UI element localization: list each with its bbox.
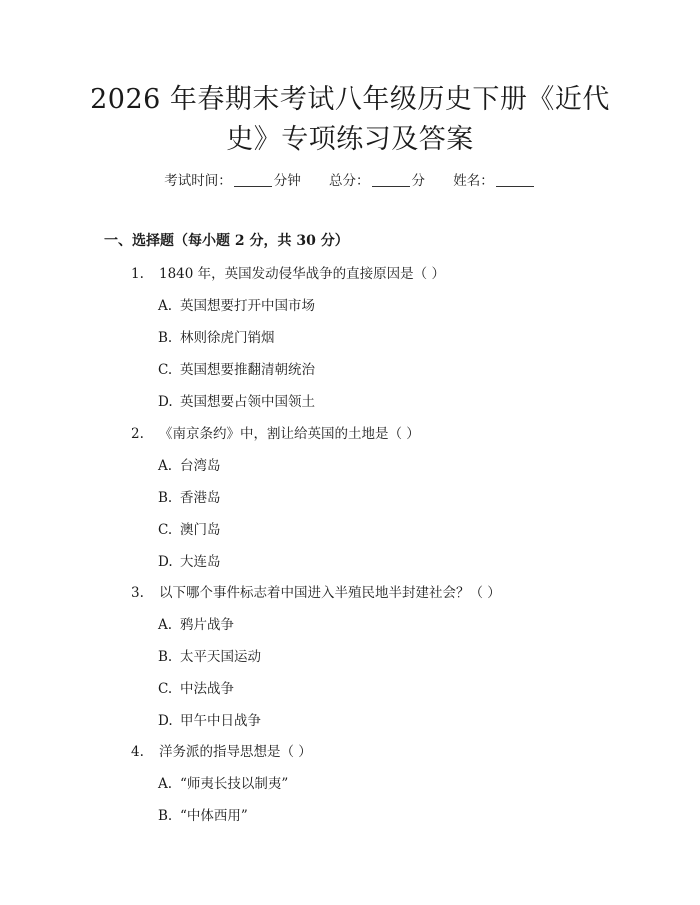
option-1c	[158, 358, 315, 378]
option-text: 鸦片战争	[180, 617, 234, 633]
score-unit: 分	[411, 173, 425, 189]
option-letter: B.	[158, 330, 173, 346]
option-letter: D.	[158, 713, 173, 729]
option-letter: A.	[158, 298, 173, 314]
option-3c	[158, 677, 234, 697]
option-letter: B.	[158, 649, 173, 665]
name-field	[453, 169, 536, 189]
option-letter: B.	[158, 490, 173, 506]
question-text: 洋务派的指导思想是（ ）	[159, 744, 312, 760]
question-4	[131, 740, 312, 760]
option-text: 林则徐虎门销烟	[180, 330, 275, 346]
option-text: 大连岛	[180, 554, 221, 570]
section-heading: 一、选择题（每小题 2 分，共 30 分）	[104, 233, 349, 249]
option-2a	[158, 454, 221, 474]
question-3	[131, 581, 501, 601]
option-3d	[158, 709, 261, 729]
option-letter: C.	[158, 681, 173, 697]
option-4a	[158, 772, 288, 792]
option-letter: C.	[158, 362, 173, 378]
option-text: 英国想要占领中国领土	[180, 394, 315, 410]
option-3a	[158, 613, 234, 633]
option-text: 香港岛	[180, 490, 221, 506]
title-line-1: 2026 年春期末考试八年级历史下册《近代	[90, 84, 610, 115]
score-label: 总分：	[329, 173, 370, 189]
option-1d	[158, 390, 315, 410]
name-label: 姓名：	[453, 173, 494, 189]
exam-meta	[0, 169, 700, 189]
question-number: 3.	[131, 585, 144, 601]
score-field	[329, 169, 425, 189]
option-text: 太平天国运动	[180, 649, 261, 665]
time-field	[164, 169, 301, 189]
option-text: 甲午中日战争	[180, 713, 261, 729]
option-text: 澳门岛	[180, 522, 221, 538]
time-label: 考试时间：	[164, 173, 232, 189]
option-letter: A.	[158, 776, 173, 792]
option-text: 中法战争	[180, 681, 234, 697]
score-blank	[372, 172, 410, 187]
option-2b	[158, 486, 221, 506]
option-letter: D.	[158, 394, 173, 410]
question-number: 2.	[131, 426, 144, 442]
option-1a	[158, 294, 315, 314]
option-letter: B.	[158, 808, 173, 824]
option-text: 台湾岛	[180, 458, 221, 474]
option-2c	[158, 518, 221, 538]
question-text: 1840 年，英国发动侵华战争的直接原因是（ ）	[159, 266, 445, 282]
option-text: 英国想要打开中国市场	[180, 298, 315, 314]
option-letter: D.	[158, 554, 173, 570]
option-letter: C.	[158, 522, 173, 538]
option-2d	[158, 550, 221, 570]
time-unit: 分钟	[273, 173, 301, 189]
option-3b	[158, 645, 261, 665]
question-text: 《南京条约》中，割让给英国的土地是（ ）	[159, 426, 420, 442]
question-2	[131, 422, 420, 442]
option-letter: A.	[158, 458, 173, 474]
question-number: 1.	[131, 266, 144, 282]
name-blank	[496, 172, 534, 187]
question-text: 以下哪个事件标志着中国进入半殖民地半封建社会？（ ）	[159, 585, 501, 601]
page-title	[90, 80, 610, 160]
option-4b	[158, 804, 248, 824]
option-letter: A.	[158, 617, 173, 633]
question-number: 4.	[131, 744, 144, 760]
time-blank	[234, 172, 272, 187]
option-text: “中体西用”	[180, 808, 248, 824]
title-line-2: 史》专项练习及答案	[226, 124, 474, 155]
option-text: “师夷长技以制夷”	[180, 776, 289, 792]
question-1	[131, 262, 445, 282]
option-text: 英国想要推翻清朝统治	[180, 362, 315, 378]
option-1b	[158, 326, 275, 346]
